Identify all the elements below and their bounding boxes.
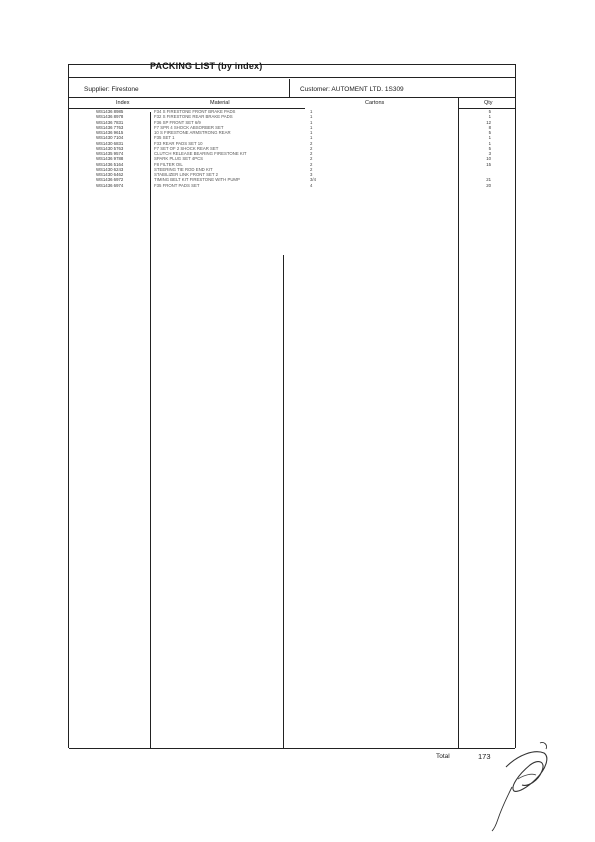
cell-index: WS1430 6462 <box>96 172 124 177</box>
customer-label: Customer: AUTOMENT LTD. 1S309 <box>300 86 404 93</box>
column-header-qty: Qty <box>484 100 493 106</box>
cell-index: WS1435 9574 <box>96 151 124 156</box>
cell-qty: 3 <box>488 151 491 156</box>
cell-index: WS1430 5763 <box>96 145 124 151</box>
cell-index: WS1430 6243 <box>96 166 124 172</box>
cell-cartons: 1 <box>310 119 313 125</box>
cell-qty: 21 <box>486 177 491 183</box>
cell-cartons: 4 <box>310 182 313 188</box>
cell-material: F7 SET OF 2 SHOCK REAR SET <box>154 145 219 151</box>
cell-cartons: 2 <box>310 145 313 151</box>
cell-material: F33 REAR PADS SET 10 <box>154 140 203 146</box>
page-title: PACKING LIST (by index) <box>150 61 263 71</box>
packing-table-body <box>0 109 595 188</box>
cell-index: WS1436 5164 <box>96 161 124 167</box>
cell-qty: 1 <box>488 114 491 120</box>
column-header-index: Index <box>116 100 130 106</box>
cell-qty: 15 <box>486 161 491 167</box>
cell-cartons: 1 <box>310 124 313 130</box>
cell-cartons: 3 <box>310 172 313 177</box>
cell-qty: 12 <box>486 119 491 125</box>
cell-index: WS1436 6972 <box>96 177 124 183</box>
total-label: Total <box>436 753 450 760</box>
cell-cartons: 3/4 <box>310 177 316 183</box>
cell-material: SPARK PLUG SET 4PCS <box>154 156 204 162</box>
cell-qty: 5 <box>488 109 491 114</box>
column-divider-index-material <box>150 112 151 748</box>
cell-material: CLUTCH RELEASE BEARING FIRESTONE KIT <box>154 151 247 156</box>
cell-cartons: 2 <box>310 140 313 146</box>
table-row <box>0 183 595 188</box>
column-header-material: Material <box>210 100 230 106</box>
cell-qty: 5 <box>488 130 491 135</box>
cell-material: F32 S FIRESTONE REAR BRAKE PADS <box>154 114 233 120</box>
cell-material: F7 SPR 4 SHOCK ABSORBER SET <box>154 124 224 130</box>
cell-qty: 1 <box>488 140 491 146</box>
cell-qty: 20 <box>486 182 491 188</box>
frame-bottom-line <box>69 748 515 749</box>
cell-cartons: 2 <box>310 151 313 156</box>
frame-top-line <box>69 64 515 65</box>
cell-cartons: 1 <box>310 114 313 120</box>
cell-qty: 8 <box>488 124 491 130</box>
cell-material: 10 S FIRESTONE ARMSTRONG REAR <box>154 130 231 135</box>
cell-qty: 5 <box>488 145 491 151</box>
cell-qty: 1 <box>488 135 491 141</box>
cell-material: F8 FILTER OIL <box>154 161 183 167</box>
cell-qty: 10 <box>486 156 491 162</box>
signature-scribble <box>488 735 558 835</box>
cell-index: WS1436 7763 <box>96 124 124 130</box>
cell-material: F35 SET 1 <box>154 135 175 141</box>
cell-cartons: 1 <box>310 135 313 141</box>
cell-material: F34 S FIRESTONE FRONT BRAKE PADS <box>154 109 236 114</box>
total-value: 173 <box>478 752 491 761</box>
cell-index: WS1436 9615 <box>96 130 124 135</box>
cell-index: WS1436 7831 <box>96 119 124 125</box>
cell-cartons: 2 <box>310 156 313 162</box>
cell-material: STABILIZER LINK FRONT SET 2 <box>154 172 218 177</box>
cell-cartons: 1 <box>310 109 313 114</box>
column-header-cartons: Cartons <box>365 100 385 106</box>
cell-material: TIMING BELT KIT FIRESTONE WITH PUMP <box>154 177 240 183</box>
cell-material: F36 SP FRONT SET 6/9 <box>154 119 201 125</box>
cell-index: WS1430 7104 <box>96 135 124 141</box>
cell-index: WS1436 6974 <box>96 182 124 188</box>
cell-index: WS1436 9788 <box>96 156 124 162</box>
supplier-customer-divider <box>289 79 290 97</box>
title-separator-line <box>69 77 515 78</box>
supplier-label: Supplier: Firestone <box>84 86 139 93</box>
cell-index: WS1430 6831 <box>96 140 124 146</box>
cell-material: F35 FRONT PADS SET <box>154 182 200 188</box>
cell-index: WS1436 8985 <box>96 109 124 114</box>
cell-cartons: 1 <box>310 130 313 135</box>
info-separator-line <box>69 97 515 98</box>
cell-cartons: 2 <box>310 166 313 172</box>
cell-cartons: 2 <box>310 161 313 167</box>
cell-material: STEERING TIE ROD END KIT <box>154 166 213 172</box>
cell-index: WS1436 8978 <box>96 114 124 120</box>
column-divider-cartons-qty <box>458 98 459 748</box>
column-divider-material-cartons <box>283 255 284 748</box>
